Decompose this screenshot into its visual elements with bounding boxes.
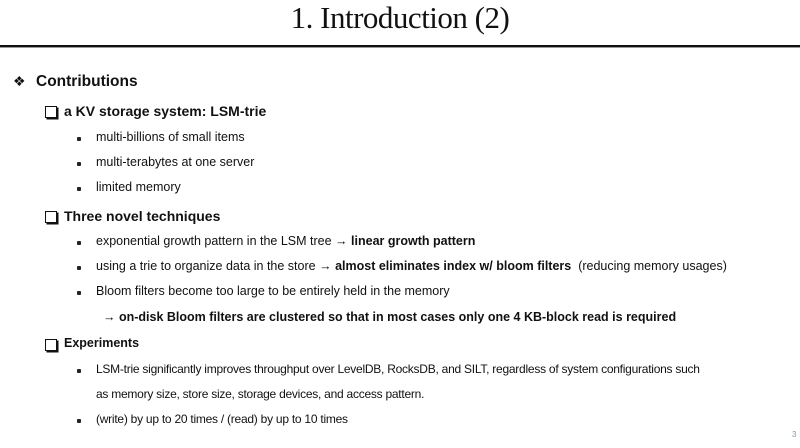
list-item: multi-terabytes at one server xyxy=(96,155,255,169)
section-heading: Contributions xyxy=(36,73,138,90)
arrow-icon: → xyxy=(319,259,332,273)
list-item: using a trie to organize data in the store → almost eliminates index w/ bloom filters (reducing memory usages) xyxy=(96,259,727,273)
checkbox-icon xyxy=(45,211,57,223)
list-item-continuation: → on-disk Bloom filters are clustered so that in most cases only one 4 KB-block read is required xyxy=(103,310,677,324)
list-item: LSM-trie significantly improves throughput over LevelDB, RocksDB, and SILT, regardless of system configurations such xyxy=(96,362,700,376)
bullet-icon xyxy=(77,137,81,141)
list-item: multi-billions of small items xyxy=(96,130,245,144)
bullet-icon xyxy=(77,419,81,423)
subsection-heading: Experiments xyxy=(64,336,140,350)
list-item: limited memory xyxy=(96,180,181,194)
list-item: Bloom filters become too large to be entirely held in the memory xyxy=(96,284,450,298)
bullet-icon xyxy=(77,162,81,166)
subsection-heading: Three novel techniques xyxy=(64,208,221,224)
page-number: 3 xyxy=(792,430,797,439)
list-item: (write) by up to 20 times / (read) by up to 10 times xyxy=(96,412,348,426)
arrow-icon: → xyxy=(103,310,116,324)
subsection-heading: a KV storage system: LSM-trie xyxy=(64,103,267,119)
bullet-icon xyxy=(77,291,81,295)
bullet-icon xyxy=(77,187,81,191)
checkbox-icon xyxy=(45,106,57,118)
slide-title: 1. Introduction (2) xyxy=(290,0,510,35)
bullet-icon xyxy=(77,266,81,270)
title-divider xyxy=(0,45,800,48)
arrow-icon: → xyxy=(335,234,348,248)
four-diamond-icon: ❖ xyxy=(13,73,26,89)
checkbox-icon xyxy=(45,339,57,351)
bullet-icon xyxy=(77,369,81,373)
list-item-continuation: as memory size, store size, storage devices, and access pattern. xyxy=(96,387,425,401)
list-item: exponential growth pattern in the LSM tree → linear growth pattern xyxy=(96,234,476,248)
bullet-icon xyxy=(77,241,81,245)
